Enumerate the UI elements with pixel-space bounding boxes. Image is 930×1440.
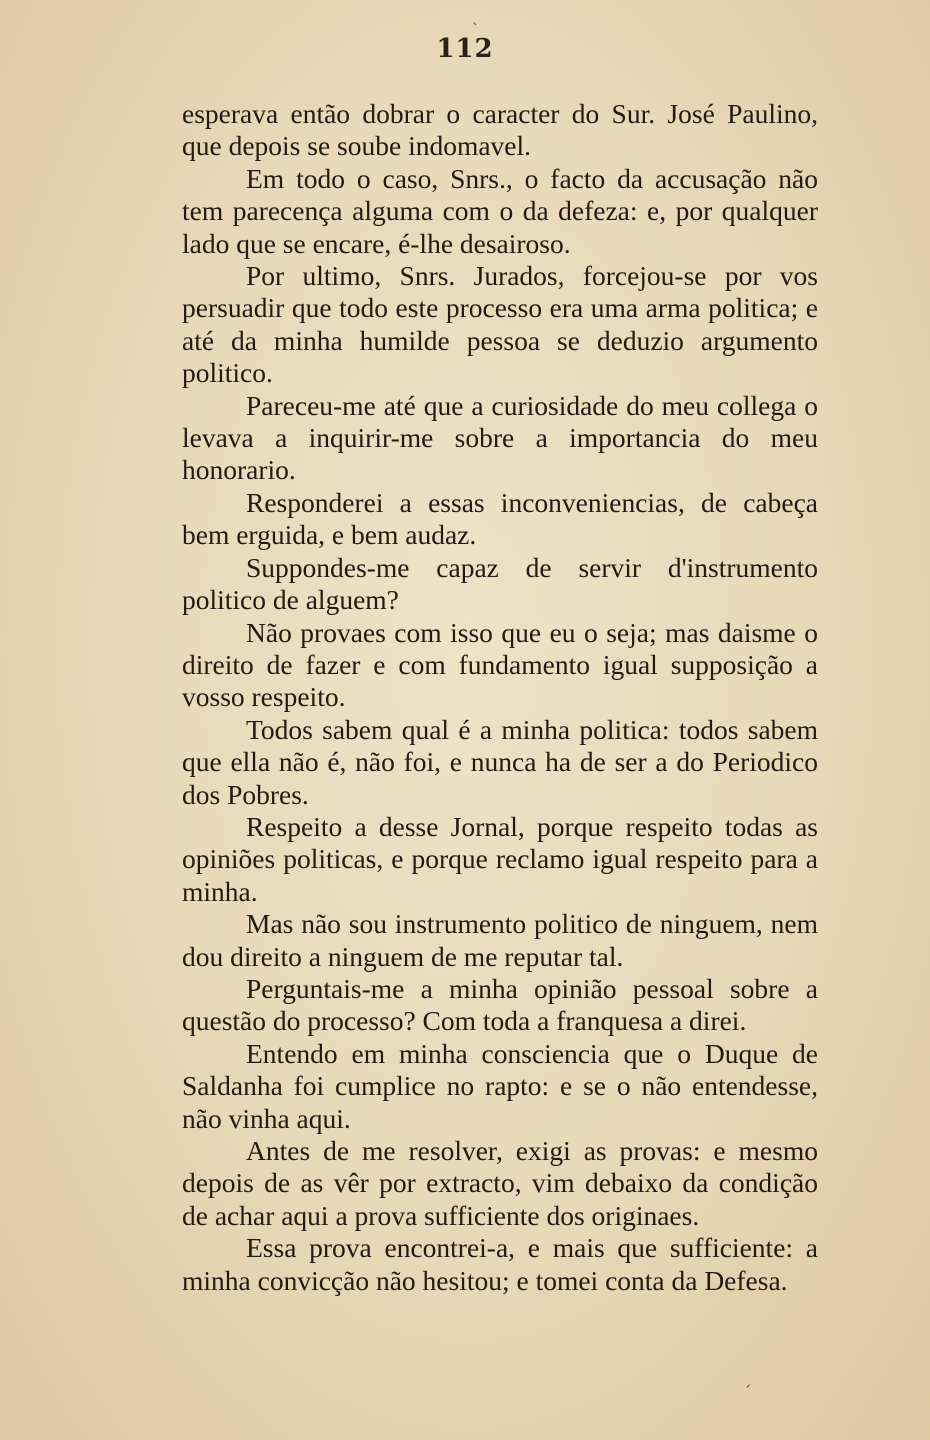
paragraph: esperava então dobrar o caracter do Sur. José Paulino, que depois se soube indomavel. (182, 98, 818, 162)
paragraph: Mas não sou instrumento politico de ninguem, nem dou direito a ninguem de me reputar tal. (182, 908, 818, 972)
paragraph: Suppondes-me capaz de servir d'instrumento politico de alguem? (182, 551, 818, 616)
paragraph: Respeito a desse Jornal, porque respeito todas as opiniões politicas, e porque reclamo igual respeito para a minha. (182, 810, 818, 907)
paper-speck-mark: ˏ (744, 1372, 751, 1388)
paper-speck-mark: ˋ (472, 22, 479, 38)
paragraph: Em todo o caso, Snrs., o facto da accusação não tem parecença alguma com o da defeza: e, por qualquer lado que se encare, é-lhe desairoso. (182, 162, 818, 259)
paragraph: Todos sabem qual é a minha politica: todos sabem que ella não é, não foi, e nunca ha de ser a do Periodico dos Pobres. (182, 713, 818, 810)
paragraph: Não provaes com isso que eu o seja; mas daisme o direito de fazer e com fundamento igual supposição a vosso respeito. (182, 616, 818, 713)
paragraph: Pareceu-me até que a curiosidade do meu collega o levava a inquirir-me sobre a importancia do meu honorario. (182, 389, 818, 486)
paragraph: Antes de me resolver, exigi as provas: e mesmo depois de as vêr por extracto, vim debaixo da condição de achar aqui a prova sufficiente dos originaes. (182, 1135, 818, 1231)
paragraph: Essa prova encontrei-a, e mais que sufficiente: a minha convicção não hesitou; e tomei conta da Defesa. (182, 1232, 818, 1296)
page-number: 112 (436, 34, 494, 64)
paragraph: Entendo em minha consciencia que o Duque de Saldanha foi cumplice no rapto: e se o não entendesse, não vinha aqui. (182, 1037, 818, 1134)
paragraph: Por ultimo, Snrs. Jurados, forcejou-se por vos persuadir que todo este processo era uma arma politica; e até da minha humilde pessoa se deduzio argumento politico. (182, 260, 818, 389)
page-body (182, 98, 818, 1297)
paragraph: Responderei a essas inconveniencias, de cabeça bem erguida, e bem audaz. (182, 486, 818, 551)
paragraph: Perguntais-me a minha opinião pessoal sobre a questão do processo? Com toda a franquesa a direi. (182, 972, 818, 1037)
